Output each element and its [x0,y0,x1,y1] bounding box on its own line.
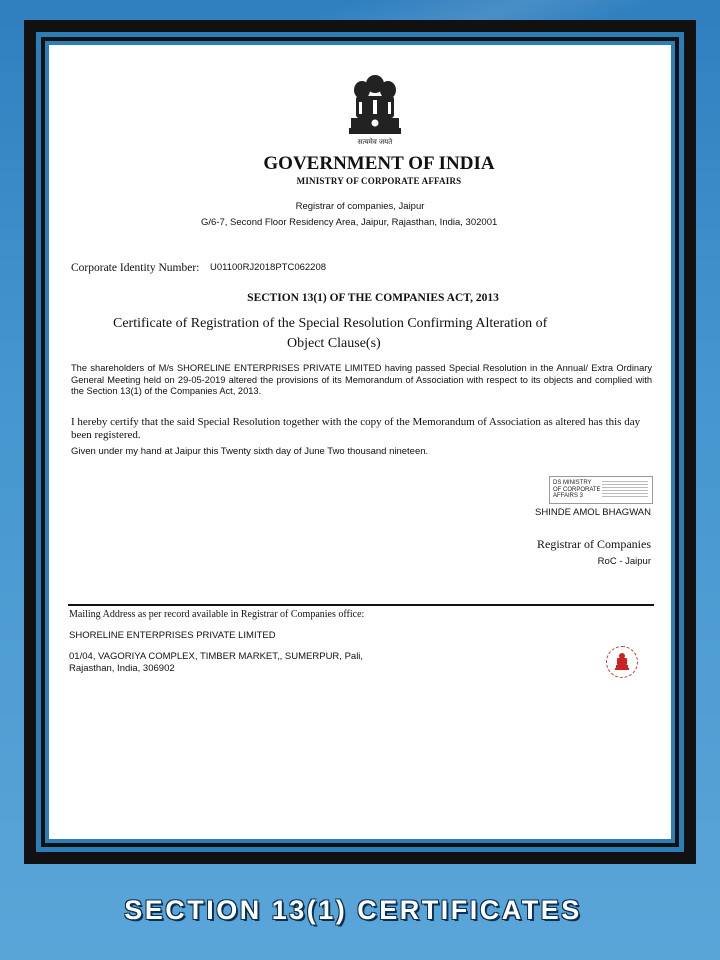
mailing-address-label: Mailing Address as per record available in Registrar of Companies office: [69,609,365,620]
signatory-office: RoC - Jaipur [597,556,651,567]
svg-text:सत्यमेव जयते: सत्यमेव जयते [357,138,393,146]
official-seal-icon [606,646,638,678]
seal-emblem-icon [614,652,630,672]
registrar-address: G/6-7, Second Floor Residency Area, Jaipur, Rajasthan, India, 302001 [201,217,498,228]
certificate-title-line2: Object Clause(s) [287,336,381,351]
registrar-office: Registrar of companies, Jaipur [295,201,425,212]
slide-caption: SECTION 13(1) CERTIFICATES [124,895,582,925]
government-title: GOVERNMENT OF INDIA [263,153,495,174]
certificate-title-line1: Certificate of Registration of the Special Resolution Confirming Alteration of [113,316,548,331]
cin-label: Corporate Identity Number: [71,262,200,274]
company-address: 01/04, VAGORIYA COMPLEX, TIMBER MARKET,, SUMERPUR, Pali, Rajasthan, India, 306902 [69,651,364,674]
signature-validity-mark [602,479,648,499]
cin-value: U01100RJ2018PTC062208 [210,262,327,273]
resolution-paragraph: The shareholders of M/s SHORELINE ENTERPRISES PRIVATE LIMITED having passed Special Resolution in the Annual/ Extra Ordinary General Meeting held on 29-05-2019 altered the provisions of its Memorandum of Association with respect to its objects and complied with the Section 13(1) of the Companies Act, 2013. [71,363,652,396]
digital-signature-box [549,476,653,504]
company-name: SHORELINE ENTERPRISES PRIVATE LIMITED [69,630,276,641]
given-under-hand: Given under my hand at Jaipur this Twenty sixth day of June Two thousand nineteen. [71,446,429,457]
certification-paragraph: I hereby certify that the said Special Resolution together with the copy of the Memorandum of Association as altered has this day been registered. [71,416,641,441]
national-emblem-icon [345,72,405,146]
ministry-title: MINISTRY OF CORPORATE AFFAIRS [296,176,462,186]
divider [68,604,654,606]
section-title: SECTION 13(1) OF THE COMPANIES ACT, 2013 [247,292,499,304]
signatory-title: Registrar of Companies [537,537,651,551]
signatory-name: SHINDE AMOL BHAGWAN [535,507,651,518]
digital-signature-text: DS MINISTRY OF CORPORATE AFFAIRS 3 [553,480,601,499]
